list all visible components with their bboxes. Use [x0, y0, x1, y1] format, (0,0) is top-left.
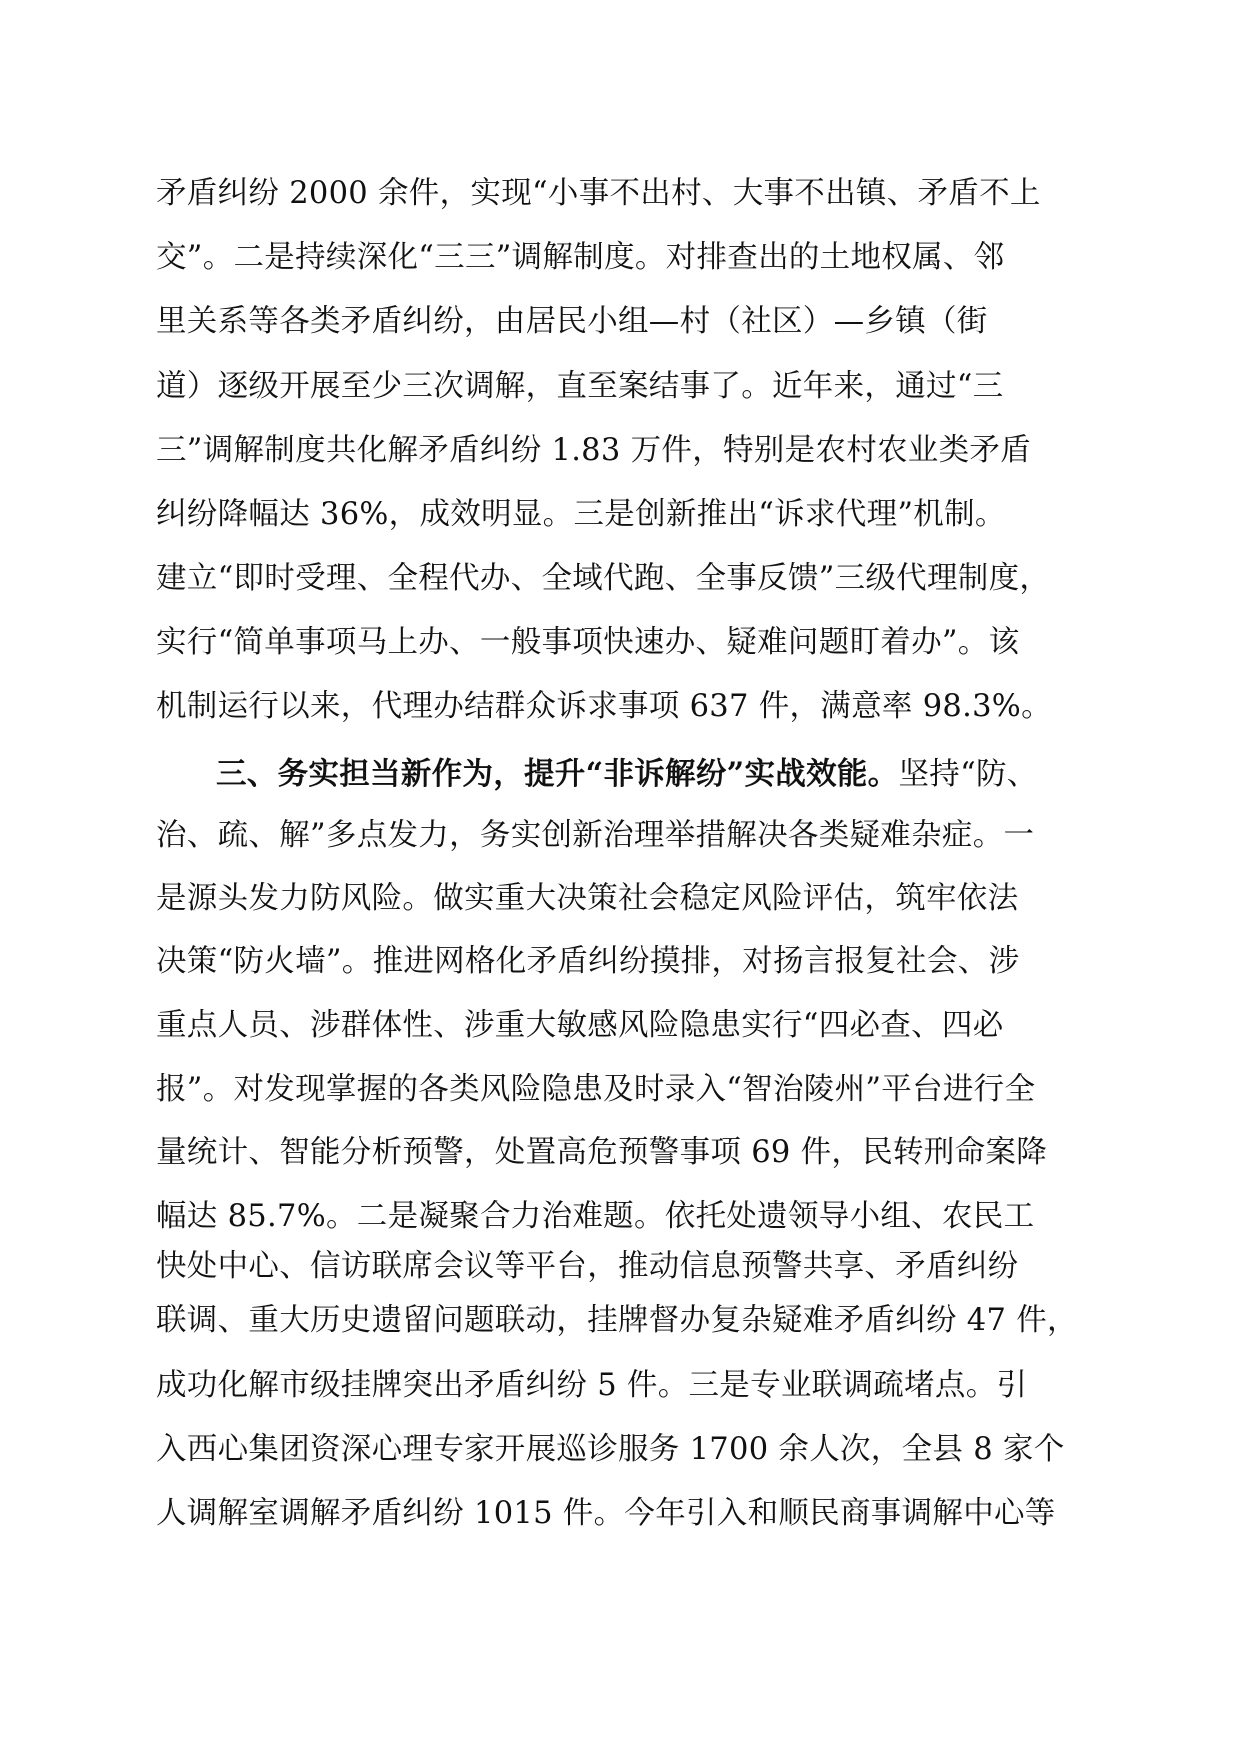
section-first-line — [216, 754, 1156, 795]
paragraph-line: 快处中心、信访联席会议等平台，推动信息预警共享、矛盾纠纷 — [156, 1249, 1019, 1284]
paragraph-line: 里关系等各类矛盾纠纷，由居民小组—村（社区）—乡镇（街 — [156, 304, 988, 339]
paragraph-line: 是源头发力防风险。做实重大决策社会稳定风险评估，筑牢依法 — [156, 881, 1019, 916]
paragraph-line: 重点人员、涉群体性、涉重大敏感风险隐患实行“四必查、四必 — [156, 1008, 1004, 1043]
paragraph-line: 入西心集团资深心理专家开展巡诊服务 1700 余人次，全县 8 家个 — [156, 1432, 1065, 1467]
paragraph-line: 实行“简单事项马上办、一般事项快速办、疑难问题盯着办”。该 — [156, 625, 1020, 660]
paragraph-line: 量统计、智能分析预警，处置高危预警事项 69 件，民转刑命案降 — [156, 1135, 1047, 1170]
paragraph-line: 报”。对发现掌握的各类风险隐患及时录入“智治陵州”平台进行全 — [156, 1072, 1036, 1107]
paragraph-line: 三”调解制度共化解矛盾纠纷 1.83 万件，特别是农村农业类矛盾 — [156, 433, 1031, 468]
paragraph-line: 治、疏、解”多点发力，务实创新治理举措解决各类疑难杂症。一 — [156, 818, 1035, 853]
section-heading: 三、务实担当新作为，提升“非诉解纷”实战效能。 — [216, 756, 899, 792]
paragraph-line: 矛盾纠纷 2000 余件，实现“小事不出村、大事不出镇、矛盾不上 — [156, 176, 1041, 211]
paragraph-line: 联调、重大历史遗留问题联动，挂牌督办复杂疑难矛盾纠纷 47 件， — [156, 1303, 1078, 1338]
section-first-line-text: 坚持“防、 — [898, 757, 1038, 792]
paragraph-line: 交”。二是持续深化“三三”调解制度。对排查出的土地权属、邻 — [156, 240, 1005, 275]
paragraph-line: 成功化解市级挂牌突出矛盾纠纷 5 件。三是专业联调疏堵点。引 — [156, 1368, 1028, 1403]
paragraph-line: 决策“防火墙”。推进网格化矛盾纠纷摸排，对扬言报复社会、涉 — [156, 944, 1020, 979]
paragraph-line: 道）逐级开展至少三次调解，直至案结事了。近年来，通过“三 — [156, 369, 1004, 404]
paragraph-line: 机制运行以来，代理办结群众诉求事项 637 件，满意率 98.3%。 — [156, 689, 1052, 724]
paragraph-line: 纠纷降幅达 36%，成效明显。三是创新推出“诉求代理”机制。 — [156, 497, 1006, 532]
paragraph-line: 人调解室调解矛盾纠纷 1015 件。今年引入和顺民商事调解中心等 — [156, 1496, 1056, 1531]
paragraph-line: 建立“即时受理、全程代办、全域代跑、全事反馈”三级代理制度， — [156, 561, 1051, 596]
paragraph-line: 幅达 85.7%。二是凝聚合力治难题。依托处遗领导小组、农民工 — [156, 1199, 1035, 1234]
